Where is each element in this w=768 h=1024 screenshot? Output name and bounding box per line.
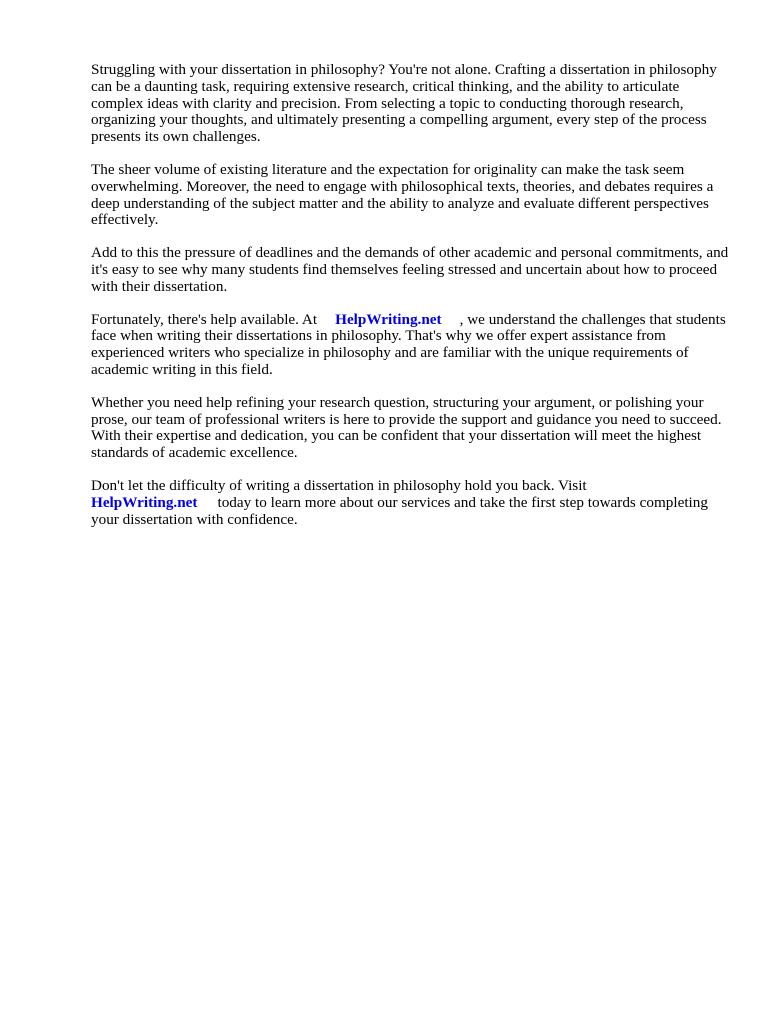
paragraph-intro: Struggling with your dissertation in philosophy? You're not alone. Crafting a dissertation in philosophy can be a daunting task, requiring extensive research, critical thinking, and the ability to articulate complex ideas with clarity and precision. From selecting a topic to conducting thorough research, organizing your thoughts, and ultimately presenting a compelling argument, every step of the process presents its own challenges. [91, 61, 717, 146]
document-body [91, 62, 731, 544]
paragraph-help-text-before: Fortunately, there's help available. At [91, 310, 318, 328]
paragraph-help-text-after: , we understand the challenges that students face when writing their dissertations in philosophy. That's why we offer expert assistance from experienced writers who specialize in philosophy and are familiar with the unique requirements of academic writing in this field. [91, 310, 726, 378]
paragraph-visit-text-after: today to learn more about our services and take the first step towards completing your dissertation with confidence. [91, 493, 708, 528]
helpwriting-link[interactable]: HelpWriting.net [335, 310, 442, 328]
paragraph-visit-text-before: Don't let the difficulty of writing a dissertation in philosophy hold you back. Visit [91, 476, 587, 494]
paragraph-whether: Whether you need help refining your research question, structuring your argument, or polishing your prose, our team of professional writers is here to provide the support and guidance you need to succeed. With their expertise and dedication, you can be confident that your dissertation will meet the highest standards of academic excellence. [91, 393, 722, 462]
helpwriting-link-visit[interactable]: HelpWriting.net [91, 493, 198, 511]
paragraph-help-available [91, 312, 731, 379]
paragraph-visit [91, 478, 731, 528]
paragraph-pressure: Add to this the pressure of deadlines and the demands of other academic and personal commitments, and it's easy to see why many students find themselves feeling stressed and uncertain about how to proceed with their dissertation. [91, 244, 729, 295]
paragraph-literature: The sheer volume of existing literature and the expectation for originality can make the task seem overwhelming. Moreover, the need to engage with philosophical texts, theories, and debates requires a deep understanding of the subject matter and the ability to analyze and evaluate different perspectives effectively. [91, 160, 714, 229]
